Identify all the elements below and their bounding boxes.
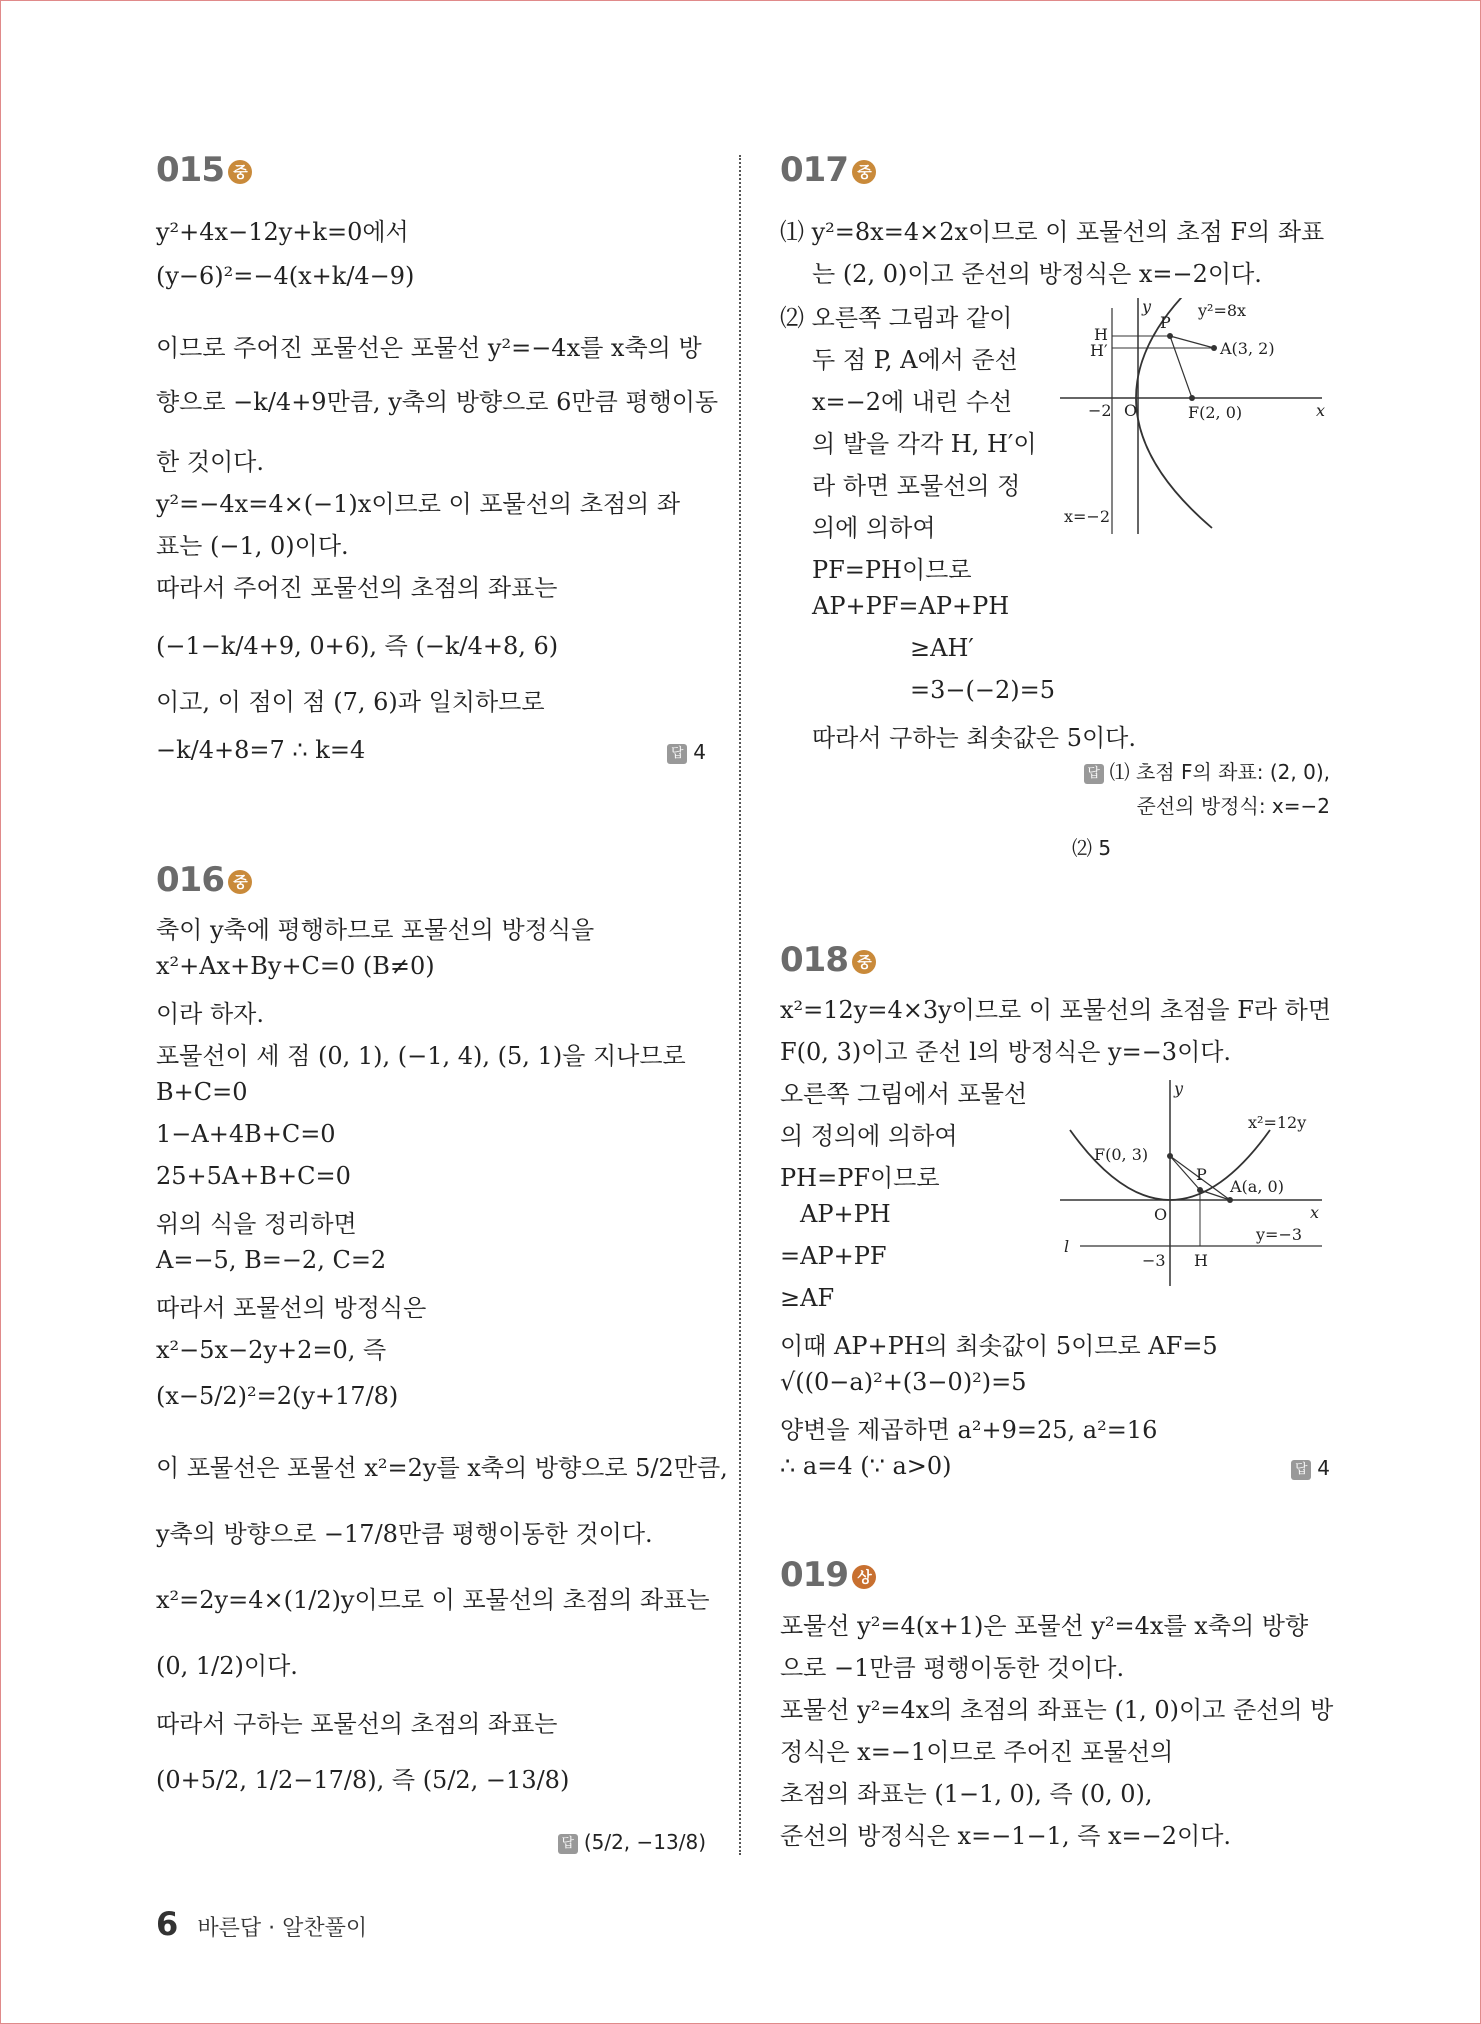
segment-PF	[1170, 336, 1192, 398]
answer-value: 준선의 방정식: x=−2	[1136, 794, 1330, 818]
solution-line: A=−5, B=−2, C=2	[156, 1246, 387, 1274]
solution-line: =3−(−2)=5	[910, 676, 1055, 704]
point-P	[1197, 1187, 1203, 1193]
solution-line: 준선의 방정식은 x=−1−1, 즉 x=−2이다.	[780, 1822, 1232, 1850]
solution-line: 따라서 주어진 포물선의 초점의 좌표는	[156, 574, 558, 602]
answer	[1291, 1456, 1330, 1480]
solution-line: 의 발을 각각 H, H′이	[812, 430, 1037, 458]
answer-badge: 답	[667, 744, 687, 764]
answer-badge: 답	[1291, 1460, 1311, 1480]
solution-line: ⑴ y²=8x=4×2x이므로 이 포물선의 초점 F의 좌표	[780, 218, 1325, 246]
solution-line: (x−5/2)²=2(y+17/8)	[156, 1382, 399, 1410]
answer	[558, 1830, 706, 1854]
solution-line: (0+5/2, 1/2−17/8), 즉 (5/2, −13/8)	[156, 1766, 570, 1794]
problem-number: 018	[780, 940, 848, 980]
problem-number: 017	[780, 150, 848, 190]
solution-line: x²=12y=4×3y이므로 이 포물선의 초점을 F라 하면	[780, 996, 1332, 1024]
solution-line: 향으로 −k/4+9만큼, y축의 방향으로 6만큼 평행이동	[156, 388, 719, 416]
book-title: 바른답 · 알찬풀이	[197, 1916, 368, 1941]
segment-PA	[1170, 336, 1214, 348]
solution-line: (0, 1/2)이다.	[156, 1652, 298, 1680]
solution-line: 따라서 구하는 최솟값은 5이다.	[812, 724, 1136, 752]
answer-value: 4	[1317, 1456, 1330, 1480]
answer	[1084, 756, 1330, 785]
solution-line: x²−5x−2y+2=0, 즉	[156, 1336, 387, 1364]
segment-PA	[1200, 1190, 1230, 1200]
point-P	[1167, 333, 1173, 339]
solution-line: 표는 (−1, 0)이다.	[156, 532, 349, 560]
answer-value: ⑵ 5	[1072, 836, 1112, 860]
figure-label: y	[1142, 298, 1152, 316]
solution-line: y축의 방향으로 −17/8만큼 평행이동한 것이다.	[156, 1520, 653, 1548]
solution-line: AP+PF=AP+PH	[812, 592, 1010, 620]
figure-label: P	[1160, 313, 1171, 332]
solution-line: 포물선이 세 점 (0, 1), (−1, 4), (5, 1)을 지나므로	[156, 1042, 686, 1070]
page-footer	[156, 1905, 367, 1943]
problem-number: 019	[780, 1555, 848, 1595]
figure-label: A(3, 2)	[1220, 339, 1275, 358]
solution-line: 정식은 x=−1이므로 주어진 포물선의	[780, 1738, 1174, 1766]
answer-value: 4	[693, 740, 706, 764]
solution-line: (y−6)²=−4(x+k/4−9)	[156, 262, 415, 290]
parabola-figure-017	[1060, 298, 1330, 538]
solution-line: 25+5A+B+C=0	[156, 1162, 351, 1190]
point-A	[1211, 345, 1217, 351]
answer-value: (5/2, −13/8)	[583, 1830, 706, 1854]
difficulty-badge: 중	[852, 950, 876, 974]
solution-line: 따라서 구하는 포물선의 초점의 좌표는	[156, 1710, 558, 1738]
figure-label: x	[1316, 401, 1326, 420]
solution-line: ≥AH′	[910, 634, 974, 662]
column-divider	[739, 155, 741, 1855]
figure-label: y²=8x	[1198, 301, 1247, 320]
solution-line: 포물선 y²=4(x+1)은 포물선 y²=4x를 x축의 방향	[780, 1612, 1309, 1640]
problem-number: 015	[156, 150, 224, 190]
solution-line: y²+4x−12y+k=0에서	[156, 218, 409, 246]
solution-line: 의 정의에 의하여	[780, 1122, 958, 1150]
solution-line: 따라서 포물선의 방정식은	[156, 1294, 427, 1322]
figure-label: A(a, 0)	[1230, 1177, 1284, 1196]
figure-label: x	[1310, 1203, 1320, 1222]
solution-line: x=−2에 내린 수선	[812, 388, 1013, 416]
solution-line: 의에 의하여	[812, 514, 936, 542]
solution-line: 위의 식을 정리하면	[156, 1210, 357, 1238]
problem-number: 016	[156, 860, 224, 900]
solution-line: 두 점 P, A에서 준선	[812, 346, 1018, 374]
solution-line: 축이 y축에 평행하므로 포물선의 방정식을	[156, 916, 595, 944]
solution-line: x²+Ax+By+C=0 (B≠0)	[156, 952, 435, 980]
solution-line: y²=−4x=4×(−1)x이므로 이 포물선의 초점의 좌	[156, 490, 681, 518]
difficulty-badge: 중	[852, 160, 876, 184]
figure-label: −2	[1088, 401, 1112, 420]
solution-line: ∴ a=4 (∵ a>0)	[780, 1452, 952, 1480]
figure-label: y	[1174, 1080, 1184, 1098]
solution-line: x²=2y=4×(1/2)y이므로 이 포물선의 초점의 좌표는	[156, 1586, 710, 1614]
solution-line: 이므로 주어진 포물선은 포물선 y²=−4x를 x축의 방	[156, 334, 702, 362]
solution-line: =AP+PF	[780, 1242, 887, 1270]
problem-016-header	[156, 860, 252, 900]
figure-label: F(2, 0)	[1188, 403, 1243, 422]
figure-label: H	[1094, 325, 1108, 344]
solution-line: 이라 하자.	[156, 1000, 264, 1028]
figure-label: F(0, 3)	[1094, 1145, 1149, 1164]
solution-line: ⑵ 오른쪽 그림과 같이	[780, 304, 1013, 332]
point-F	[1189, 395, 1195, 401]
parabola-figure-018	[1060, 1080, 1330, 1290]
solution-line: PH=PF이므로	[780, 1164, 940, 1192]
solution-line: √((0−a)²+(3−0)²)=5	[780, 1368, 1027, 1396]
solution-line: 포물선 y²=4x의 초점의 좌표는 (1, 0)이고 준선의 방	[780, 1696, 1334, 1724]
figure-label: P	[1196, 1165, 1207, 1184]
point-F	[1167, 1153, 1173, 1159]
solution-line: −k/4+8=7 ∴ k=4	[156, 736, 366, 764]
figure-label: O	[1154, 1205, 1168, 1224]
page-number: 6	[156, 1905, 179, 1943]
figure-label: H′	[1090, 341, 1108, 360]
solution-line: 는 (2, 0)이고 준선의 방정식은 x=−2이다.	[812, 260, 1262, 288]
figure-label: O	[1124, 401, 1138, 420]
difficulty-badge: 중	[228, 160, 252, 184]
problem-015-header	[156, 150, 252, 190]
figure-label: y=−3	[1256, 1225, 1303, 1244]
figure-label: H	[1194, 1251, 1208, 1270]
figure-label: −3	[1142, 1251, 1166, 1270]
solution-line: PF=PH이므로	[812, 556, 972, 584]
solution-line: 한 것이다.	[156, 448, 264, 476]
solution-line: 이때 AP+PH의 최솟값이 5이므로 AF=5	[780, 1332, 1218, 1360]
point-A	[1227, 1197, 1233, 1203]
solution-line: AP+PH	[800, 1200, 891, 1228]
answer-badge: 답	[1084, 764, 1104, 784]
solution-line: F(0, 3)이고 준선 l의 방정식은 y=−3이다.	[780, 1038, 1232, 1066]
figure-label: x²=12y	[1248, 1113, 1307, 1132]
difficulty-badge: 중	[228, 870, 252, 894]
solution-line: 이 포물선은 포물선 x²=2y를 x축의 방향으로 5/2만큼,	[156, 1454, 728, 1482]
problem-019-header	[780, 1555, 876, 1595]
figure-label: l	[1064, 1237, 1070, 1256]
solution-line: (−1−k/4+9, 0+6), 즉 (−k/4+8, 6)	[156, 632, 559, 660]
solution-line: 으로 −1만큼 평행이동한 것이다.	[780, 1654, 1125, 1682]
answer-value: ⑴ 초점 F의 좌표: (2, 0),	[1109, 760, 1330, 784]
solution-line: ≥AF	[780, 1284, 835, 1312]
answer	[667, 740, 706, 764]
answer-badge: 답	[558, 1834, 578, 1854]
solution-line: 초점의 좌표는 (1−1, 0), 즉 (0, 0),	[780, 1780, 1153, 1808]
difficulty-badge: 상	[852, 1565, 876, 1589]
solution-line: 양변을 제곱하면 a²+9=25, a²=16	[780, 1416, 1158, 1444]
solution-line: B+C=0	[156, 1078, 248, 1106]
problem-018-header	[780, 940, 876, 980]
solution-line: 1−A+4B+C=0	[156, 1120, 336, 1148]
problem-017-header	[780, 150, 876, 190]
figure-label: x=−2	[1064, 507, 1111, 526]
solution-line: 오른쪽 그림에서 포물선	[780, 1080, 1028, 1108]
solution-line: 이고, 이 점이 점 (7, 6)과 일치하므로	[156, 688, 545, 716]
solution-line: 라 하면 포물선의 정	[812, 472, 1021, 500]
